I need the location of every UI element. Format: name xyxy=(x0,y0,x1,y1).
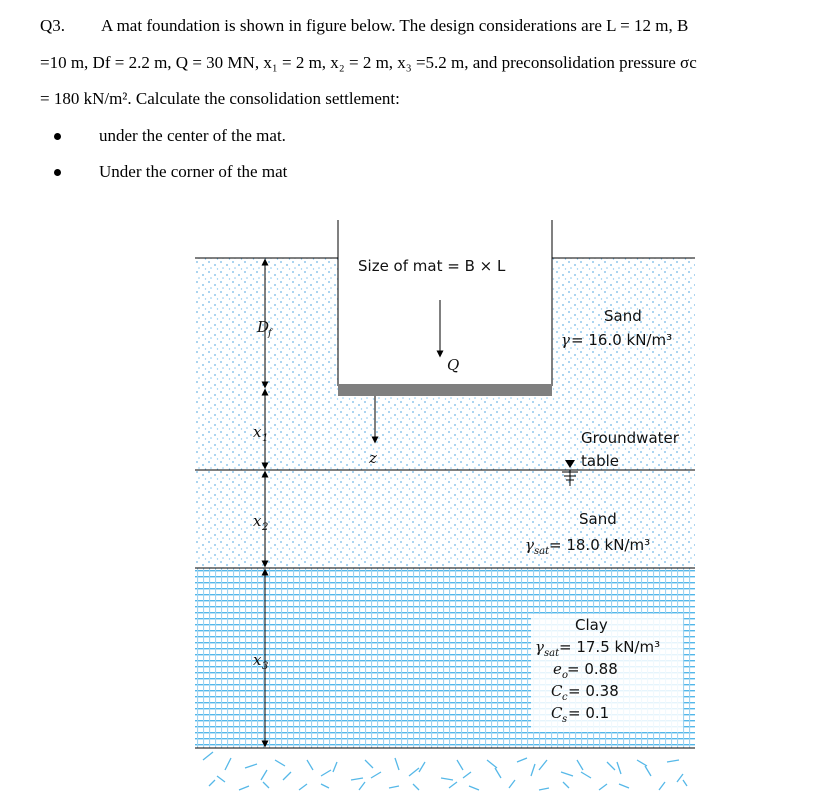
bullet-item-corner xyxy=(40,154,825,191)
mat-size-label: Size of mat = B × L xyxy=(358,257,506,275)
layer3-eo-value: = 0.88 xyxy=(567,660,618,678)
x1-label: x xyxy=(253,423,262,441)
layer3-gamma-sub: sat xyxy=(544,648,560,659)
layer3-cc-value: = 0.38 xyxy=(568,682,619,700)
figure-svg xyxy=(195,220,695,795)
question-line-1-text: A mat foundation is shown in figure below. The design considerations are L = 12 m, B xyxy=(101,16,689,35)
mat-excavation xyxy=(338,220,552,385)
question-text xyxy=(40,8,825,191)
layer2-gamma-sub: sat xyxy=(534,546,550,557)
mat-base xyxy=(338,384,552,396)
layer3-name: Clay xyxy=(575,616,608,634)
bullet-dot-icon xyxy=(54,133,61,140)
layer3-eo-symbol: e xyxy=(553,660,562,678)
layer2-gamma-symbol: γ xyxy=(525,536,534,554)
x3-label-sub: 3 xyxy=(262,661,269,672)
layer1-name: Sand xyxy=(604,307,642,325)
gwt-label-line2: table xyxy=(581,452,619,470)
x1-label-sub: 1 xyxy=(262,433,269,444)
x2-label: x xyxy=(253,512,262,530)
question-line-3: = 180 kN/m². Calculate the consolidation settlement: xyxy=(40,89,400,108)
bullet-text-corner: Under the corner of the mat xyxy=(99,162,288,181)
layer3-gamma-symbol: γ xyxy=(535,638,544,656)
df-label: D xyxy=(257,318,270,336)
load-label-q: Q xyxy=(447,356,460,374)
df-label-sub: f xyxy=(268,328,272,339)
z-label: z xyxy=(369,449,377,467)
mat-foundation-figure xyxy=(195,220,695,795)
bullet-list xyxy=(40,118,825,191)
layer3-cs-sub: s xyxy=(562,714,568,725)
layer3-cs-value: = 0.1 xyxy=(568,704,610,722)
bullet-text-center: under the center of the mat. xyxy=(99,125,286,145)
x2-label-sub: 2 xyxy=(262,522,269,533)
layer3-eo-sub: o xyxy=(562,670,569,681)
layer3-gamma-value: = 17.5 kN/m³ xyxy=(559,638,661,656)
layer1-gamma-symbol: γ xyxy=(561,331,570,349)
x3-label: x xyxy=(253,651,262,669)
layer1-gamma-value: = 16.0 kN/m³ xyxy=(571,331,673,349)
question-number: Q3. xyxy=(40,16,66,35)
rock-hatch xyxy=(203,752,687,790)
gwt-label-line1: Groundwater xyxy=(581,429,679,447)
layer3-cc-sub: c xyxy=(562,692,568,703)
layer2-name: Sand xyxy=(579,510,617,528)
layer3-cs-symbol: C xyxy=(551,704,563,722)
bullet-item-center xyxy=(40,118,825,155)
question-line-2: =10 m, Df = 2.2 m, Q = 30 MN, x₁ = 2 m, x₂ = 2 m, x₃ =5.2 m, and preconsolidation pressure σc xyxy=(40,52,697,72)
question-line-1 xyxy=(40,8,825,45)
bullet-dot-icon xyxy=(54,169,61,176)
layer3-cc-symbol: C xyxy=(551,682,563,700)
layer2-gamma-value: = 18.0 kN/m³ xyxy=(549,536,651,554)
